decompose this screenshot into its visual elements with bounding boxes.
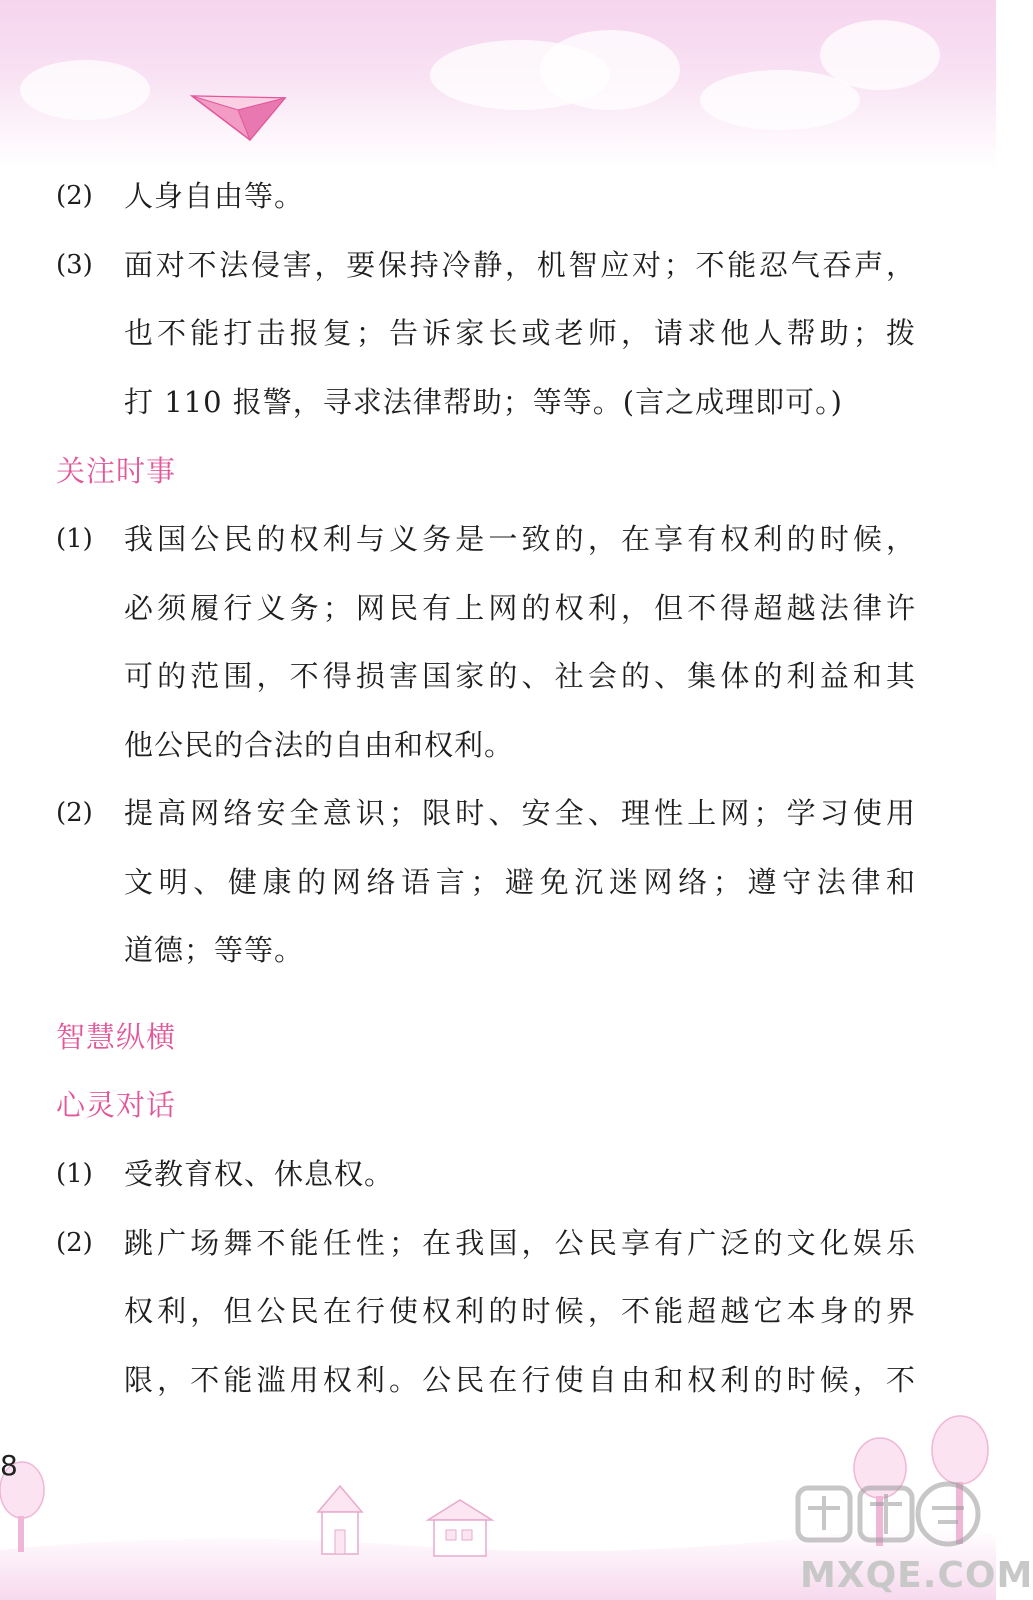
answer-line: 必须履行义务；网民有上网的权利，但不得超越法律许 — [124, 591, 916, 625]
answer-line: 跳广场舞不能任性；在我国，公民享有广泛的文化娱乐 — [124, 1226, 916, 1260]
answer-line: 权利，但公民在行使权利的时候，不能超越它本身的界 — [124, 1294, 916, 1328]
paper-plane-icon — [190, 88, 290, 148]
answer-line: 打 110 报警，寻求法律帮助；等等。(言之成理即可。) — [124, 385, 843, 419]
answer-line: 可的范围，不得损害国家的、社会的、集体的利益和其 — [124, 659, 916, 693]
cloud-decoration — [20, 60, 150, 120]
house-icon — [318, 1486, 362, 1554]
answer-line: 我国公民的权利与义务是一致的，在享有权利的时候， — [124, 522, 916, 556]
answer-line: 限，不能滥用权利。公民在行使自由和权利的时候，不 — [124, 1363, 916, 1397]
cloud-decoration — [820, 20, 940, 90]
item-number: (3) — [56, 250, 93, 280]
answer-line: 道德；等等。 — [124, 933, 305, 967]
answer-line: 受教育权、休息权。 — [124, 1157, 395, 1191]
page-number: 8 — [0, 1449, 18, 1482]
item-number: (1) — [56, 1159, 93, 1189]
item-number: (2) — [56, 181, 93, 211]
item-number: (1) — [56, 524, 93, 554]
header-band — [0, 0, 996, 170]
section-heading: 智慧纵横 — [56, 1020, 177, 1054]
answer-line: 提高网络安全意识；限时、安全、理性上网；学习使用 — [124, 796, 916, 830]
watermark-text: MXQE.COM — [800, 1555, 1033, 1596]
house-icon — [428, 1500, 492, 1556]
answer-line: 人身自由等。 — [124, 179, 305, 213]
answer-line: 他公民的合法的自由和权利。 — [124, 728, 515, 762]
section-subheading: 心灵对话 — [56, 1088, 177, 1122]
item-number: (2) — [56, 1228, 93, 1258]
answer-line: 也不能打击报复；告诉家长或老师，请求他人帮助；拨 — [124, 316, 916, 350]
section-heading: 关注时事 — [56, 454, 177, 488]
answer-line: 文明、健康的网络语言；避免沉迷网络；遵守法律和 — [124, 865, 916, 899]
answer-line: 面对不法侵害，要保持冷静，机智应对；不能忍气吞声， — [124, 248, 916, 282]
item-number: (2) — [56, 798, 93, 828]
cloud-decoration — [540, 30, 680, 110]
